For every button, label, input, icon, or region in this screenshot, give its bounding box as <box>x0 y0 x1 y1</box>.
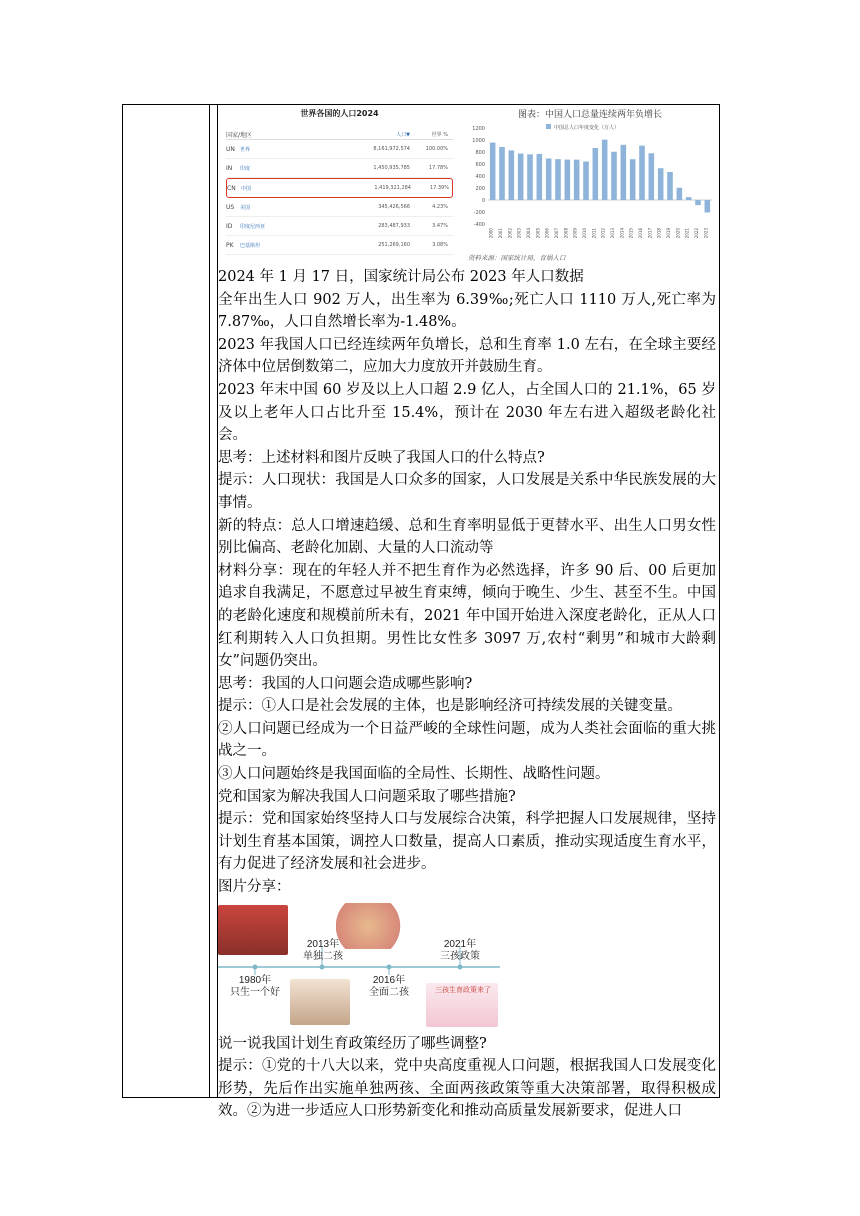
y-tick-label: -200 <box>473 210 485 216</box>
cell-pop: 283,487,933 <box>378 223 410 229</box>
world-population-table <box>222 106 457 260</box>
paragraph: 思考：我国的人口问题会造成哪些影响? <box>218 675 473 692</box>
legend-label: 中国总人口年度变化（万人） <box>554 125 620 131</box>
bar <box>658 168 664 200</box>
x-tick-label: 2002 <box>507 228 513 239</box>
bar <box>518 154 524 200</box>
timeline-2016: 2016年 全面二孩 <box>369 974 409 998</box>
bar <box>695 200 701 205</box>
bar <box>509 150 515 200</box>
y-tick-label: 1200 <box>472 126 485 132</box>
header-pop: 人口▼ <box>396 131 410 138</box>
x-tick-label: 2006 <box>544 228 550 239</box>
bar <box>649 153 655 200</box>
y-tick-label: 1000 <box>472 138 485 144</box>
paragraph: 材料分享：现在的年轻人并不把生育作为必然选择，许多 90 后、00 后更加追求自我满足，不愿意过早被生育束缚，倾向于晚生、少生、甚至不生。中国的老龄化速度和规模前所未有，2021 年中国开始进入深度老龄化，正从人口红利期转入人口负担期。男性比女性多 3097 万,农村“剩男”和城市大龄剩女”问题仍突出。 <box>218 562 716 670</box>
cell-name: 美国 <box>240 204 251 211</box>
x-tick-label: 2001 <box>498 228 503 239</box>
cell-pct: 3.47% <box>432 223 448 229</box>
policy-poster-text: 三孩生育政策来了 <box>435 986 491 994</box>
bar <box>611 152 617 200</box>
bar <box>630 159 636 200</box>
cell-pct: 4.23% <box>432 204 448 210</box>
cell-code: UN <box>226 145 235 153</box>
paragraph: 2023 年末中国 60 岁及以上人口超 2.9 亿人，占全国人口的 21.1%，65 岁及以上老年人口占比升至 15.4%，预计在 2030 年左右进入超级老龄化社会。 <box>218 381 716 444</box>
paragraph: 2024 年 1 月 17 日，国家统计局公布 2023 年人口数据 <box>218 269 584 285</box>
bar <box>602 140 608 200</box>
bar <box>499 147 505 200</box>
y-tick-label: 200 <box>475 186 485 192</box>
y-tick-label: 0 <box>481 198 485 204</box>
table-header <box>226 129 453 140</box>
cell-pop: 1,419,321,284 <box>374 185 411 191</box>
cell-name: 印度尼西亚 <box>240 223 266 230</box>
cell-pop: 251,269,160 <box>378 242 410 248</box>
header-country: 国家/地区 <box>226 131 253 139</box>
column-divider <box>209 105 210 1097</box>
x-tick-label: 2023 <box>703 228 709 239</box>
x-tick-label: 2010 <box>582 228 587 239</box>
x-tick-label: 2016 <box>638 228 643 239</box>
header-pct: 世界 % <box>431 131 448 138</box>
paragraph: 党和国家为解决我国人口问题采取了哪些措施? <box>218 788 516 805</box>
table-row <box>226 198 453 217</box>
bar <box>555 159 561 200</box>
bar <box>527 154 533 200</box>
timeline-1980: 1980年 只生一个好 <box>230 974 280 998</box>
birth-policy-timeline <box>218 903 500 1029</box>
text-block-1 <box>218 266 716 899</box>
bar <box>537 154 543 200</box>
timeline-2021: 2021年 三孩政策 <box>440 938 480 962</box>
bar <box>677 188 683 200</box>
bar <box>686 197 692 200</box>
paragraph: 图片分享： <box>218 879 291 896</box>
content-cell <box>218 106 716 1123</box>
table-row <box>226 236 453 255</box>
x-tick-label: 2011 <box>591 228 597 239</box>
paragraph: 提示：①党的十八大以来，党中央高度重视人口问题，根据我国人口发展变化形势，先后作出实施单独两孩、全面两孩政策等重大决策部署，取得积极成效。②为进一步适应人口形势新变化和推动高质量发展新要求，促进人口 <box>218 1058 716 1120</box>
x-tick-label: 2013 <box>610 228 615 239</box>
bar <box>621 145 627 200</box>
table-body <box>222 140 457 255</box>
cell-pct: 100.00% <box>425 146 448 152</box>
timeline-2013: 2013年 单独二孩 <box>303 938 343 962</box>
bar <box>565 160 571 200</box>
x-tick-label: 2020 <box>675 228 681 239</box>
x-tick-label: 2014 <box>619 228 625 239</box>
text-block-2 <box>218 1033 716 1123</box>
paragraph: 提示：①人口是社会发展的主体，也是影响经济可持续发展的关键变量。 <box>218 698 682 715</box>
x-tick-label: 2017 <box>647 228 653 239</box>
x-tick-label: 2009 <box>572 228 578 239</box>
bar <box>705 200 711 212</box>
y-tick-label: 800 <box>475 150 485 156</box>
x-tick-label: 2019 <box>666 228 671 239</box>
chart-source: 资料来源：国家统计局，育娲人口 <box>468 254 566 262</box>
cell-name: 中国 <box>241 185 252 192</box>
bar <box>593 148 599 200</box>
cell-pop: 1,450,935,785 <box>373 165 410 171</box>
table-row <box>226 159 453 178</box>
bar <box>667 172 673 200</box>
population-change-chart <box>464 106 716 264</box>
bar <box>490 143 496 200</box>
cell-name: 巴基斯坦 <box>240 242 261 249</box>
legend-swatch <box>546 124 551 129</box>
paragraph: 提示：人口现状：我国是人口众多的国家，人口发展是关系中华民族发展的大事情。 <box>218 472 716 511</box>
cell-pct: 3.08% <box>432 242 448 248</box>
x-tick-label: 2008 <box>563 228 569 239</box>
cell-pct: 17.39% <box>429 185 449 191</box>
x-tick-label: 2005 <box>535 228 541 239</box>
x-tick-label: 2021 <box>684 228 690 239</box>
paragraph: 新的特点：总人口增速趋缓、总和生育率明显低于更替水平、出生人口男女性别比偏高、老龄化加剧、大量的人口流动等 <box>218 517 716 557</box>
paragraph: 全年出生人口 902 万人，出生率为 6.39‰;死亡人口 1110 万人,死亡率为 7.87‰，人口自然增长率为-1.48%。 <box>218 291 716 331</box>
cell-code: ID <box>226 222 233 230</box>
paragraph: 思考：上述材料和图片反映了我国人口的什么特点? <box>218 449 545 466</box>
paragraph: 说一说我国计划生育政策经历了哪些调整? <box>218 1035 487 1052</box>
cell-code: CN <box>227 184 236 192</box>
x-tick-label: 2018 <box>656 228 662 239</box>
table-title: 世界各国的人口2024 <box>300 109 379 118</box>
table-row <box>226 217 453 236</box>
bar <box>574 160 580 200</box>
table-row <box>226 178 453 198</box>
cell-code: US <box>226 203 235 211</box>
paragraph: 2023 年我国人口已经连续两年负增长，总和生育率 1.0 左右，在全球主要经济体中位居倒数第二，应加大力度放开并鼓励生育。 <box>218 336 716 376</box>
bar <box>546 158 552 200</box>
y-tick-label: 600 <box>475 162 485 168</box>
bar <box>639 146 645 200</box>
x-tick-label: 2003 <box>516 228 522 239</box>
y-tick-label: 400 <box>475 174 485 180</box>
figures-row <box>218 106 716 266</box>
x-tick-label: 2015 <box>628 228 634 239</box>
cell-code: PK <box>226 241 234 249</box>
x-tick-label: 2022 <box>694 228 699 239</box>
paragraph: 提示：党和国家始终坚持人口与发展综合决策，科学把握人口发展规律，坚持计划生育基本国策，调控人口数量，提高人口素质，推动实现适度生育水平，有力促进了经济发展和社会进步。 <box>218 811 716 873</box>
y-tick-label: -400 <box>473 222 485 228</box>
bar <box>583 162 589 200</box>
chart-title: 图表：中国人口总量连续两年负增长 <box>517 110 663 120</box>
cell-pct: 17.78% <box>428 165 448 171</box>
cell-name: 印度 <box>240 165 251 172</box>
timeline-line <box>218 903 500 1029</box>
paragraph: ②人口问题已经成为一个日益严峻的全球性问题，成为人类社会面临的重大挑战之一。 <box>218 720 716 760</box>
paragraph: ③人口问题始终是我国面临的全局性、长期性、战略性问题。 <box>218 766 610 783</box>
x-tick-label: 2000 <box>488 228 494 239</box>
cell-code: IN <box>226 164 233 172</box>
cell-pop: 345,426,566 <box>378 204 410 210</box>
table-row <box>226 140 453 159</box>
cell-name: 世界 <box>240 146 251 153</box>
x-tick-label: 2007 <box>554 228 559 239</box>
x-tick-label: 2012 <box>600 228 606 239</box>
cell-pop: 8,161,972,574 <box>373 146 410 152</box>
x-tick-label: 2004 <box>526 228 531 239</box>
